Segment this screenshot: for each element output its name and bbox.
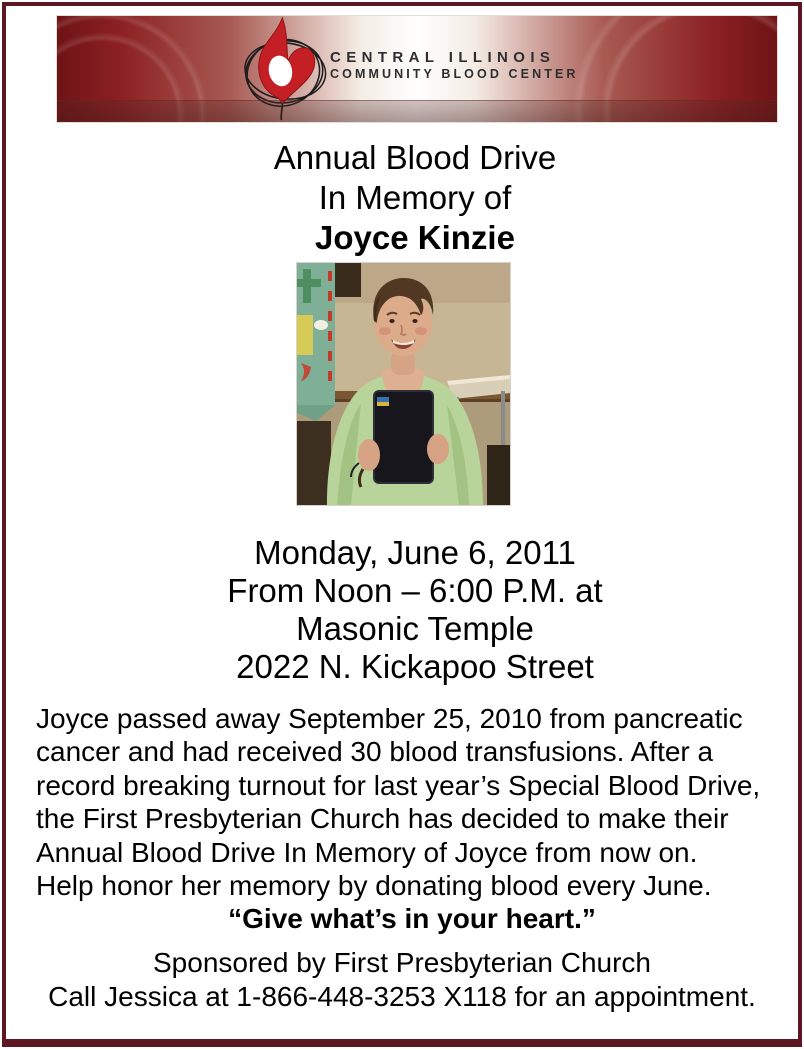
paragraph-line: record breaking turnout for last year’s Special Blood Drive, [36,769,761,801]
paragraph-line: Help honor her memory by donating blood every June. [36,870,712,902]
title-line-1: Annual Blood Drive [273,139,557,176]
sponsor-line: Sponsored by First Presbyterian Church [153,947,651,978]
title-line-2: In Memory of [318,179,512,216]
event-time: From Noon – 6:00 P.M. at [227,572,603,609]
paragraph-line: Annual Blood Drive In Memory of Joyce from now on. [36,836,698,868]
footer [6,946,798,1013]
org-name-line2: COMMUNITY BLOOD CENTER [330,67,579,81]
org-name [330,49,579,82]
event-date: Monday, June 6, 2011 [254,534,576,571]
event-venue: Masonic Temple [296,610,534,647]
org-name-line1: CENTRAL ILLINOIS [330,49,556,66]
header-banner [57,16,777,122]
title-honoree-name: Joyce Kinzie [315,219,515,256]
flyer-title [32,138,798,258]
memorial-photo [297,263,510,505]
paragraph-line: the First Presbyterian Church has decided to make their [36,803,729,835]
paragraph-line: cancer and had received 30 blood transfusions. After a [36,736,714,768]
flyer-content [6,6,798,1039]
flyer-page [2,2,802,1047]
paragraph-line: Joyce passed away September 25, 2010 from pancreatic [36,703,743,734]
memorial-paragraph [36,702,788,936]
appointment-line: Call Jessica at 1-866-448-3253 X118 for an appointment. [48,980,756,1012]
event-address: 2022 N. Kickapoo Street [236,648,594,685]
event-details [32,534,798,686]
quote-text: “Give what’s in your heart.” [228,903,596,935]
